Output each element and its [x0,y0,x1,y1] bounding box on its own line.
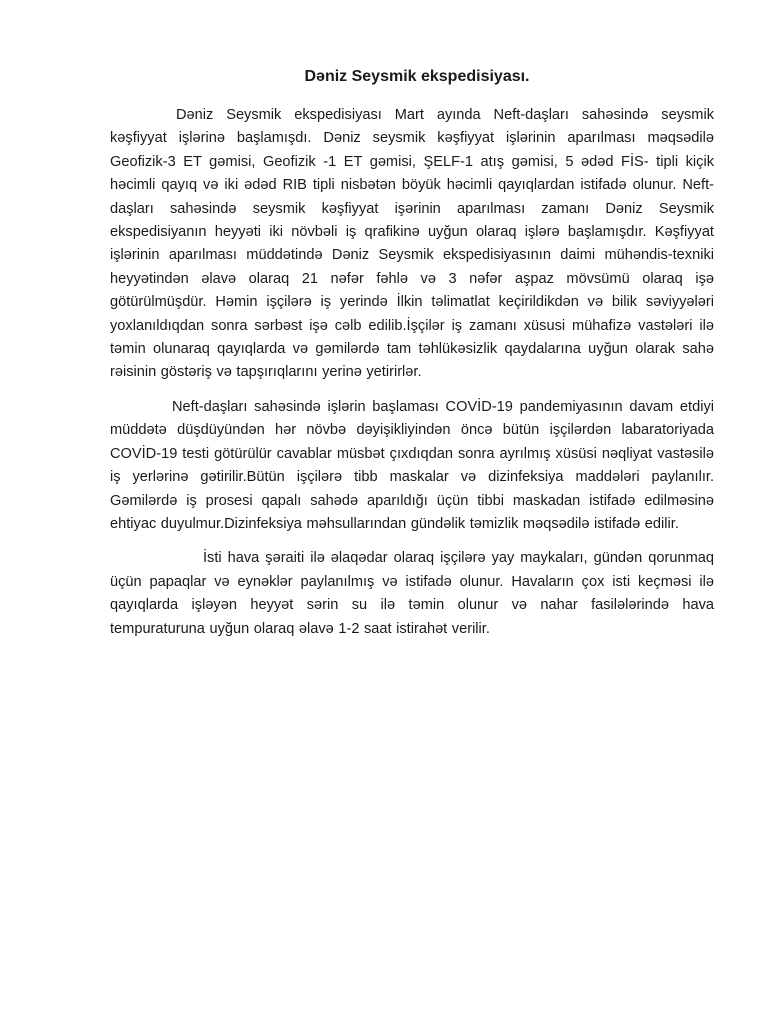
paragraph-expedition-overview: Dəniz Seysmik ekspedisiyası Mart ayında Neft-daşları sahəsində seysmik kəşfiyyat işlərinə başlamışdı. Dəniz seysmik kəşfiyyat işlərinin aparılması məqsədilə Geofizik-3 ET gəmisi, Geofizik -1 ET gəmisi, ŞELF-1 atış gəmisi, 5 ədəd FİS- tipli kiçik həcimli qayıq və iki ədəd RIB tipli nisbətən böyük həcimli qayıqlardan istifadə olunur. Neft-daşları sahəsində seysmik kəşfiyyat işərinin aparılması zamanı Dəniz Seysmik ekspedisiyanın heyyəti iki növbəli iş qrafikinə uyğun olaraq işlərə başlamışdır. Kəşfiyyat işlərinin aparılması müddətində Dəniz Seysmik ekspedisiyasının daimi mühəndis-texniki heyyətindən əlavə olaraq 21 nəfər fəhlə və 3 nəfər aşpaz mövsümü olaraq işə götürülmüşdür. Həmin işçilərə iş yerində İlkin təlimatlat keçirildikdən və bilik səviyyələri yoxlanıldıqdan sonra sərbəst işə cəlb edilib.İşçilər iş zamanı xüsusi mühafizə vastələri ilə təmin olunaraq qayıqlarda və gəmilərdə tam təhlükəsizlik qaydalarına uyğun olarak sahə rəisinin göstəriş və tapşırıqlarını yerinə yetirirlər. [110,107,714,381]
paragraph-hot-weather-measures: İsti hava şəraiti ilə əlaqədar olaraq işçilərə yay maykaları, gündən qorunmaq üçün papaqlar və eynəklər paylanılmış və istifadə olunur. Havaların çox isti keçməsi ilə qayıqlarda işləyən heyyət sərin su ilə təmin olunur və nahar fasilələrində hava tempuraturuna uyğun olaraq əlavə 1-2 saat istirahət verilir. [110,550,714,637]
paragraph-covid-measures: Neft-daşları sahəsində işlərin başlaması COVİD-19 pandemiyasının davam etdiyi müddətə düşdüyündən hər növbə dəyişikliyindən öncə bütün işçilərdən labaratoriyada COVİD-19 testi götürülür cavablar müsbət çıxdıqdan sonra ayrılmış xüsüsi nəqliyat vastəsilə iş yerlərinə gətirilir.Bütün işçilərə tibb maskalar və dizinfeksiya maddələri paylanılır. Gəmilərdə iş prosesi qapalı sahədə aparıldığı üçün tibbi maskadan istifadə edilməsinə ehtiyac duyulmur.Dizinfeksiya məhsullarından gündəlik təmizlik məqsədilə istifadə edilir. [110,398,714,532]
document-page [110,66,714,652]
document-title: Dəniz Seysmik ekspedisiyası. [304,68,530,85]
